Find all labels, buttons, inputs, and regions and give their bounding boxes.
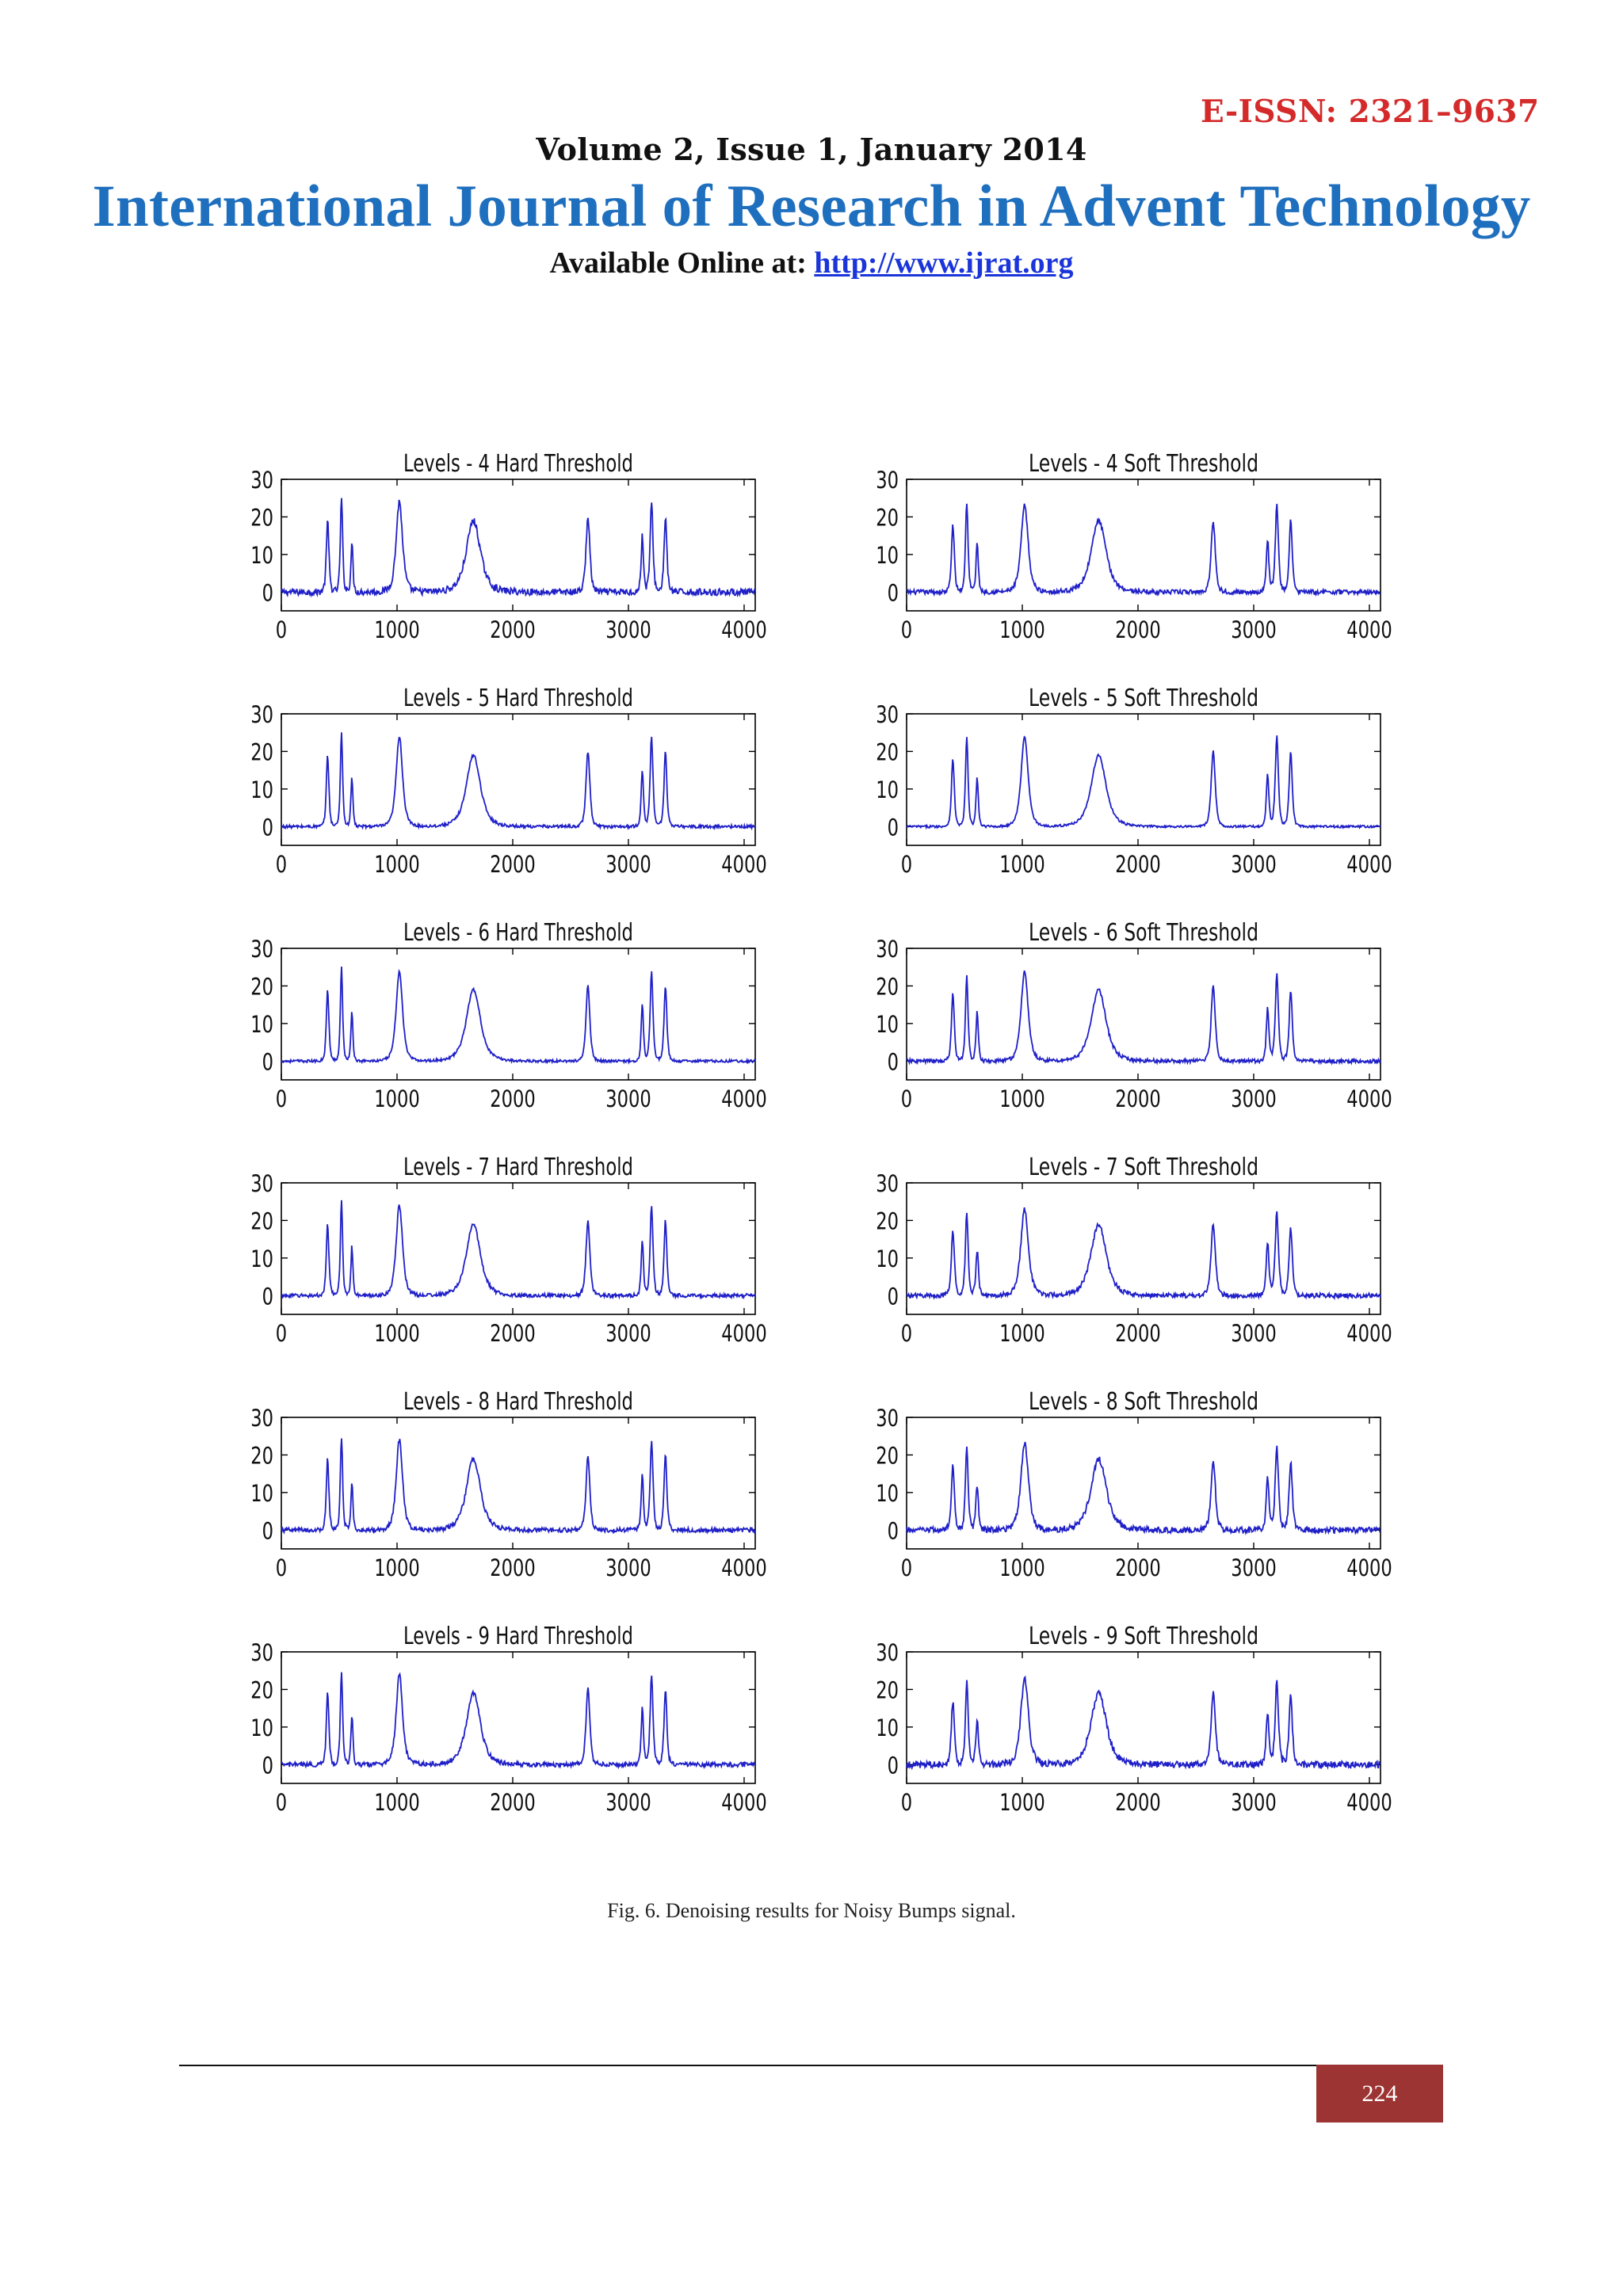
x-tick-label: 3000 xyxy=(605,1086,651,1113)
x-tick-label: 4000 xyxy=(721,1321,767,1348)
x-tick-label: 4000 xyxy=(721,1086,767,1113)
x-tick-label: 1000 xyxy=(374,1086,420,1113)
subplot-title: Levels - 6 Hard Threshold xyxy=(403,919,633,947)
y-tick-label: 0 xyxy=(262,1283,273,1311)
signal-line xyxy=(281,967,755,1062)
figure-caption: Fig. 6. Denoising results for Noisy Bumps signal. xyxy=(607,1899,1016,1922)
x-tick-label: 4000 xyxy=(721,1555,767,1582)
y-tick-label: 10 xyxy=(876,1715,899,1742)
x-tick-label: 1000 xyxy=(374,1790,420,1817)
signal-line xyxy=(907,735,1381,827)
y-tick-label: 10 xyxy=(250,543,273,570)
x-tick-label: 0 xyxy=(275,1321,288,1348)
x-tick-label: 4000 xyxy=(1346,617,1392,644)
y-tick-label: 10 xyxy=(250,1012,273,1039)
signal-line xyxy=(281,1672,755,1767)
x-tick-label: 4000 xyxy=(721,1790,767,1817)
y-tick-label: 20 xyxy=(876,505,899,532)
subplot-title: Levels - 8 Soft Threshold xyxy=(1029,1388,1258,1416)
x-tick-label: 2000 xyxy=(1115,852,1161,879)
x-tick-label: 1000 xyxy=(374,1321,420,1348)
y-tick-label: 0 xyxy=(262,814,273,842)
subplot-11 xyxy=(250,1623,767,1817)
y-tick-label: 30 xyxy=(250,1171,273,1198)
y-tick-label: 20 xyxy=(250,1208,273,1236)
x-tick-label: 0 xyxy=(275,1086,288,1113)
x-tick-label: 1000 xyxy=(999,1086,1045,1113)
x-tick-label: 3000 xyxy=(605,1321,651,1348)
x-tick-label: 0 xyxy=(900,1086,913,1113)
x-tick-label: 2000 xyxy=(490,1555,536,1582)
x-tick-label: 2000 xyxy=(490,1790,536,1817)
y-tick-label: 20 xyxy=(876,1443,899,1470)
y-tick-label: 30 xyxy=(250,702,273,729)
y-tick-label: 30 xyxy=(250,1640,273,1667)
y-tick-label: 0 xyxy=(887,1518,899,1546)
signal-line xyxy=(907,1442,1381,1533)
y-tick-label: 10 xyxy=(250,777,273,804)
x-tick-label: 4000 xyxy=(721,852,767,879)
x-tick-label: 1000 xyxy=(999,617,1045,644)
x-tick-label: 2000 xyxy=(1115,617,1161,644)
subplot-1 xyxy=(250,450,767,644)
x-tick-label: 3000 xyxy=(605,617,651,644)
y-tick-label: 20 xyxy=(876,1677,899,1705)
y-tick-label: 0 xyxy=(887,580,899,608)
subplot-title: Levels - 9 Hard Threshold xyxy=(403,1623,633,1650)
x-tick-label: 3000 xyxy=(1231,852,1277,879)
x-tick-label: 2000 xyxy=(490,1086,536,1113)
subplot-8 xyxy=(876,1154,1392,1348)
y-tick-label: 20 xyxy=(250,739,273,767)
y-tick-label: 10 xyxy=(876,543,899,570)
subplot-12 xyxy=(876,1623,1392,1817)
y-tick-label: 30 xyxy=(250,1405,273,1432)
y-tick-label: 30 xyxy=(876,936,899,963)
y-tick-label: 0 xyxy=(887,814,899,842)
y-tick-label: 10 xyxy=(250,1715,273,1742)
subplot-title: Levels - 9 Soft Threshold xyxy=(1029,1623,1258,1650)
signal-line xyxy=(281,1200,755,1298)
footer-rule xyxy=(179,2065,1443,2066)
subplot-title: Levels - 8 Hard Threshold xyxy=(403,1388,633,1416)
x-tick-label: 1000 xyxy=(999,1790,1045,1817)
y-tick-label: 10 xyxy=(876,1481,899,1508)
x-tick-label: 2000 xyxy=(1115,1790,1161,1817)
x-tick-label: 3000 xyxy=(1231,1086,1277,1113)
subplot-title: Levels - 7 Soft Threshold xyxy=(1029,1154,1258,1181)
x-tick-label: 4000 xyxy=(1346,1321,1392,1348)
x-tick-label: 3000 xyxy=(1231,617,1277,644)
x-tick-label: 0 xyxy=(900,1555,913,1582)
signal-line xyxy=(907,504,1381,594)
subplot-title: Levels - 4 Hard Threshold xyxy=(403,450,633,478)
signal-line xyxy=(281,1439,755,1533)
y-tick-label: 20 xyxy=(250,1443,273,1470)
y-tick-label: 0 xyxy=(262,1518,273,1546)
signal-line xyxy=(907,1677,1381,1768)
y-tick-label: 20 xyxy=(876,739,899,767)
y-tick-label: 0 xyxy=(262,1049,273,1077)
x-tick-label: 0 xyxy=(275,852,288,879)
x-tick-label: 4000 xyxy=(1346,1555,1392,1582)
y-tick-label: 30 xyxy=(876,1171,899,1198)
y-tick-label: 30 xyxy=(876,1640,899,1667)
x-tick-label: 4000 xyxy=(1346,1086,1392,1113)
subplot-title: Levels - 7 Hard Threshold xyxy=(403,1154,633,1181)
subplot-9 xyxy=(250,1388,767,1582)
signal-line xyxy=(281,732,755,828)
y-tick-label: 10 xyxy=(876,1246,899,1273)
x-tick-label: 4000 xyxy=(1346,1790,1392,1817)
subplot-2 xyxy=(876,450,1392,644)
y-tick-label: 20 xyxy=(876,974,899,1001)
y-tick-label: 30 xyxy=(876,702,899,729)
subplot-title: Levels - 5 Soft Threshold xyxy=(1029,685,1258,712)
x-tick-label: 2000 xyxy=(490,617,536,644)
x-tick-label: 3000 xyxy=(605,1555,651,1582)
subplot-10 xyxy=(876,1388,1392,1582)
x-tick-label: 3000 xyxy=(1231,1555,1277,1582)
y-tick-label: 30 xyxy=(250,936,273,963)
y-tick-label: 0 xyxy=(262,1753,273,1780)
subplot-6 xyxy=(876,919,1392,1113)
available-prefix: Available Online at: xyxy=(549,246,815,280)
signal-line xyxy=(907,1207,1381,1298)
x-tick-label: 3000 xyxy=(605,1790,651,1817)
subplot-4 xyxy=(876,685,1392,879)
y-tick-label: 10 xyxy=(876,777,899,804)
signal-line xyxy=(907,971,1381,1063)
x-tick-label: 1000 xyxy=(999,1321,1045,1348)
y-tick-label: 10 xyxy=(876,1012,899,1039)
page-number: 224 xyxy=(1316,2065,1443,2122)
x-tick-label: 2000 xyxy=(490,852,536,879)
subplot-7 xyxy=(250,1154,767,1348)
y-tick-label: 30 xyxy=(250,467,273,494)
y-tick-label: 10 xyxy=(250,1246,273,1273)
y-tick-label: 0 xyxy=(262,580,273,608)
x-tick-label: 2000 xyxy=(1115,1086,1161,1113)
y-tick-label: 20 xyxy=(876,1208,899,1236)
x-tick-label: 1000 xyxy=(374,852,420,879)
signal-line xyxy=(281,498,755,596)
x-tick-label: 0 xyxy=(275,617,288,644)
x-tick-label: 4000 xyxy=(1346,852,1392,879)
y-tick-label: 20 xyxy=(250,1677,273,1705)
x-tick-label: 1000 xyxy=(374,1555,420,1582)
volume-issue: Volume 2, Issue 1, January 2014 xyxy=(536,132,1087,167)
subplot-title: Levels - 4 Soft Threshold xyxy=(1029,450,1258,478)
subplot-title: Levels - 5 Hard Threshold xyxy=(403,685,633,712)
x-tick-label: 0 xyxy=(900,1321,913,1348)
y-tick-label: 20 xyxy=(250,974,273,1001)
subplot-3 xyxy=(250,685,767,879)
x-tick-label: 2000 xyxy=(490,1321,536,1348)
issn-label: E-ISSN: 2321–9637 xyxy=(1201,93,1540,130)
x-tick-label: 1000 xyxy=(374,617,420,644)
y-tick-label: 0 xyxy=(887,1283,899,1311)
x-tick-label: 3000 xyxy=(1231,1321,1277,1348)
x-tick-label: 0 xyxy=(275,1790,288,1817)
x-tick-label: 0 xyxy=(275,1555,288,1582)
x-tick-label: 3000 xyxy=(605,852,651,879)
x-tick-label: 0 xyxy=(900,1790,913,1817)
y-tick-label: 30 xyxy=(876,1405,899,1432)
x-tick-label: 1000 xyxy=(999,852,1045,879)
x-tick-label: 3000 xyxy=(1231,1790,1277,1817)
subplot-5 xyxy=(250,919,767,1113)
journal-title: International Journal of Research in Advent Technology xyxy=(92,174,1531,239)
x-tick-label: 0 xyxy=(900,617,913,644)
y-tick-label: 0 xyxy=(887,1753,899,1780)
x-tick-label: 4000 xyxy=(721,617,767,644)
y-tick-label: 10 xyxy=(250,1481,273,1508)
x-tick-label: 1000 xyxy=(999,1555,1045,1582)
x-tick-label: 2000 xyxy=(1115,1555,1161,1582)
y-tick-label: 30 xyxy=(876,467,899,494)
subplot-title: Levels - 6 Soft Threshold xyxy=(1029,919,1258,947)
x-tick-label: 0 xyxy=(900,852,913,879)
journal-link[interactable]: http://www.ijrat.org xyxy=(814,246,1074,280)
y-tick-label: 0 xyxy=(887,1049,899,1077)
y-tick-label: 20 xyxy=(250,505,273,532)
x-tick-label: 2000 xyxy=(1115,1321,1161,1348)
